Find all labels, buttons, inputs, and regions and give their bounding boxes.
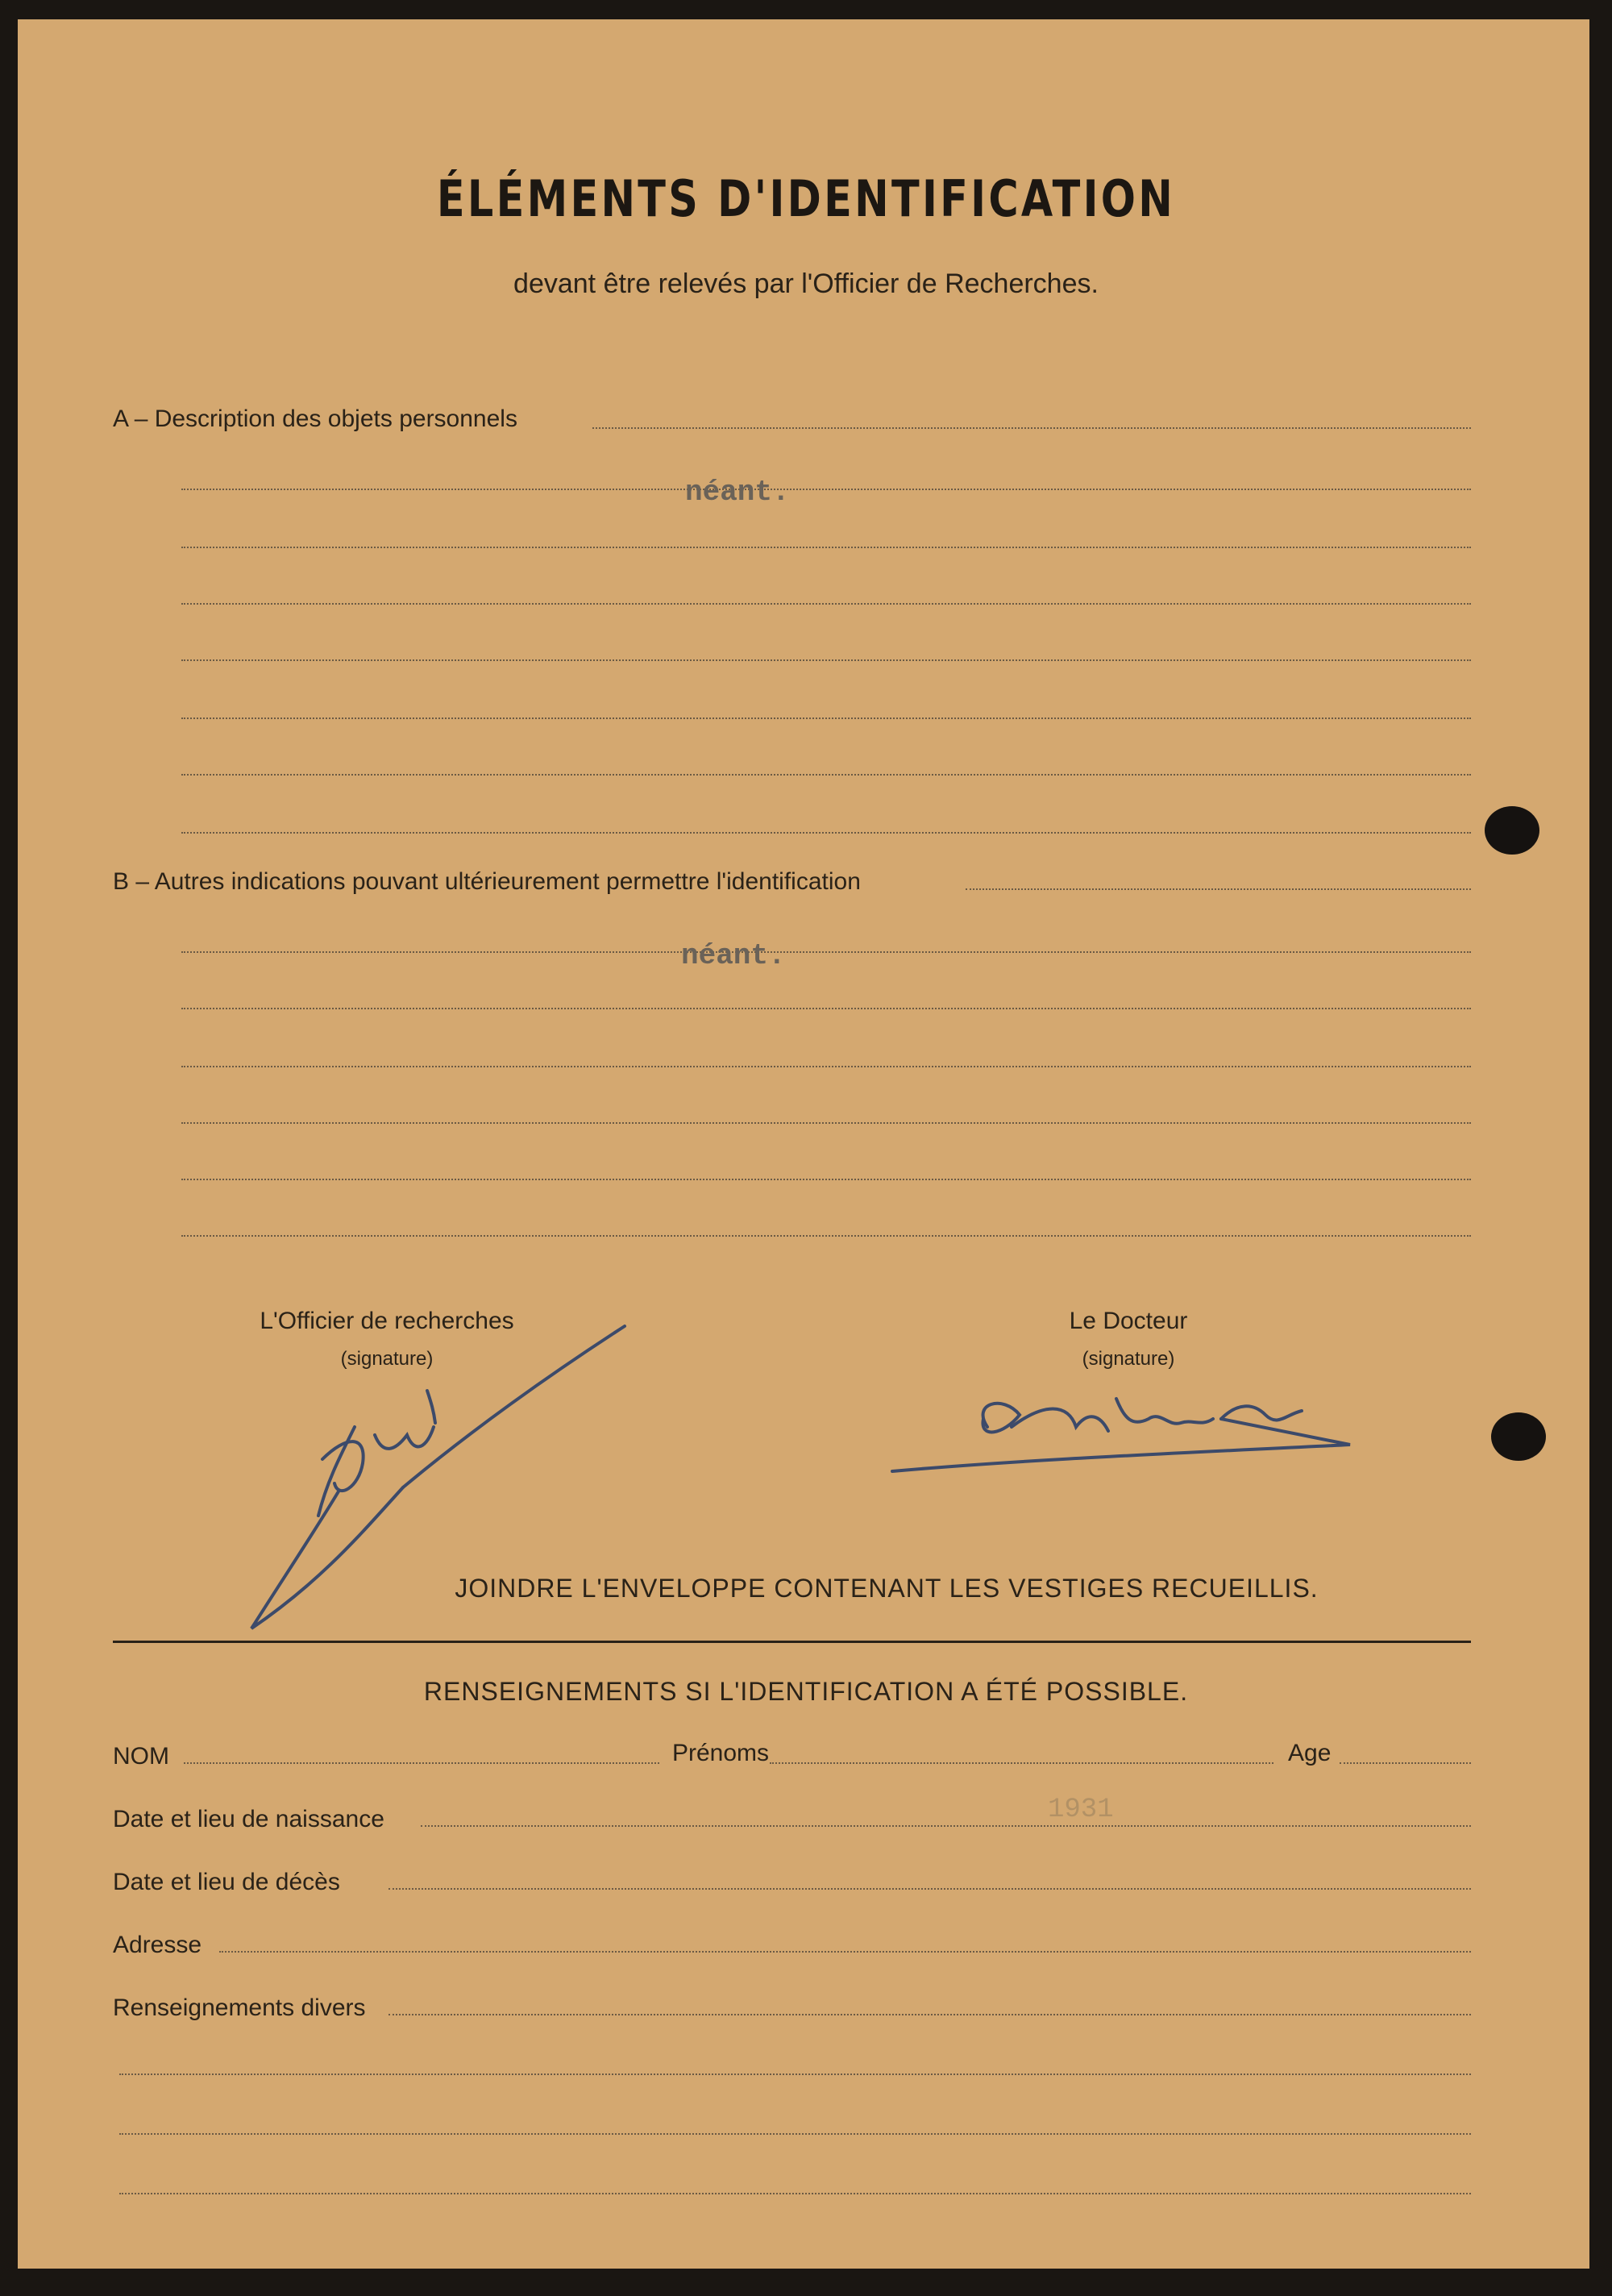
- section-b-line-2: [181, 951, 1471, 953]
- section-a-line-3: [181, 547, 1471, 548]
- section-a-line-8: [181, 832, 1471, 834]
- section-b-line-6: [181, 1179, 1471, 1180]
- age-field[interactable]: [1340, 1762, 1471, 1764]
- section-a-line-5: [181, 659, 1471, 661]
- deces-field[interactable]: [388, 1888, 1471, 1890]
- nom-label: NOM: [113, 1743, 169, 1770]
- age-label: Age: [1288, 1740, 1332, 1766]
- adresse-field[interactable]: [219, 1951, 1471, 1953]
- naissance-faint-value: 1931: [1048, 1795, 1114, 1825]
- section-b-line-5: [181, 1122, 1471, 1124]
- section-a-line-4: [181, 603, 1471, 605]
- divers-label: Renseignements divers: [113, 1994, 366, 2021]
- section-a-label: A – Description des objets personnels: [113, 406, 517, 432]
- divers-line-1[interactable]: [388, 2014, 1471, 2015]
- document-sheet: [18, 19, 1589, 2269]
- naissance-field[interactable]: [421, 1825, 1471, 1827]
- form-subtitle: devant être relevés par l'Officier de Recherches.: [513, 268, 1099, 299]
- adresse-label: Adresse: [113, 1932, 202, 1958]
- doctor-signature-icon: [883, 1371, 1366, 1483]
- naissance-label: Date et lieu de naissance: [113, 1806, 384, 1832]
- officer-title: L'Officier de recherches: [260, 1308, 514, 1334]
- punch-hole-upper-icon: [1485, 806, 1539, 855]
- section-b-label: B – Autres indications pouvant ultérieurement permettre l'identification: [113, 868, 861, 895]
- section-a-line-2: [181, 489, 1471, 490]
- identification-heading: RENSEIGNEMENTS SI L'IDENTIFICATION A ÉTÉ POSSIBLE.: [423, 1677, 1189, 1706]
- punch-hole-lower-icon: [1491, 1412, 1546, 1461]
- divers-line-2[interactable]: [119, 2073, 1471, 2075]
- section-b-line-3: [181, 1008, 1471, 1009]
- envelope-note: JOINDRE L'ENVELOPPE CONTENANT LES VESTIGES RECUEILLIS.: [455, 1574, 1319, 1603]
- section-a-line-7: [181, 774, 1471, 776]
- section-b-line-1: [966, 888, 1471, 890]
- section-a-line-6: [181, 718, 1471, 719]
- divers-line-4[interactable]: [119, 2193, 1471, 2194]
- section-b-line-7: [181, 1235, 1471, 1237]
- doctor-signature-caption: (signature): [1082, 1348, 1175, 1370]
- section-divider: [113, 1641, 1471, 1643]
- section-a-line-1: [592, 427, 1471, 429]
- officer-signature-caption: (signature): [340, 1348, 434, 1370]
- divers-line-3[interactable]: [119, 2133, 1471, 2135]
- form-title: ÉLÉMENTS D'IDENTIFICATION: [436, 169, 1176, 228]
- nom-field[interactable]: [184, 1762, 659, 1764]
- deces-label: Date et lieu de décès: [113, 1869, 340, 1895]
- section-b-line-4: [181, 1066, 1471, 1067]
- prenoms-field[interactable]: [770, 1762, 1273, 1764]
- section-b-typed-value: néant.: [681, 939, 786, 972]
- section-a-typed-value: néant.: [685, 476, 790, 509]
- doctor-title: Le Docteur: [1069, 1308, 1188, 1334]
- prenoms-label: Prénoms: [672, 1740, 770, 1766]
